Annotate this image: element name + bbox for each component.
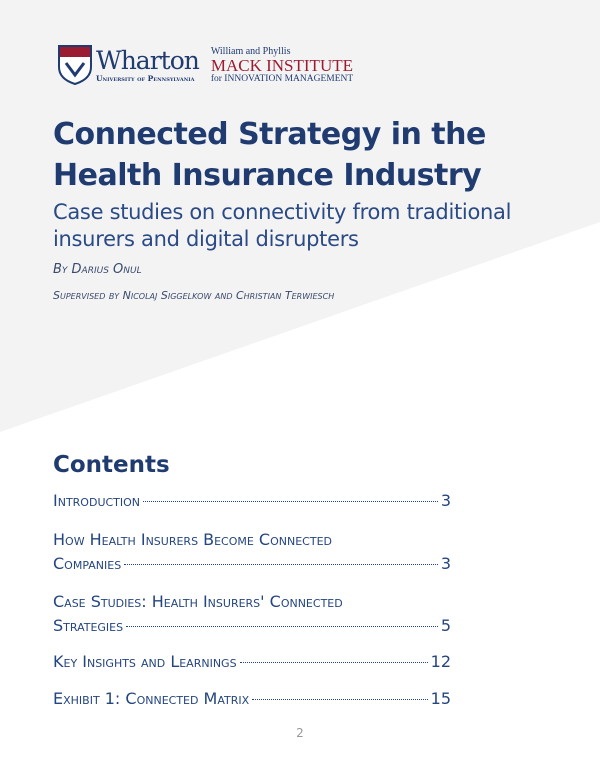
toc-entry[interactable] bbox=[53, 687, 451, 711]
toc-entry[interactable] bbox=[53, 650, 451, 674]
toc-title: Companies bbox=[53, 554, 122, 573]
university-text: University of Pennsylvania bbox=[96, 73, 195, 83]
page-number: 2 bbox=[296, 726, 304, 740]
wharton-wordmark: Wharton bbox=[96, 45, 199, 75]
innovation-text: for INNOVATION MANAGEMENT bbox=[210, 74, 354, 84]
author: By Darius Onul bbox=[53, 262, 142, 277]
penn-shield-icon bbox=[58, 45, 92, 85]
contents-heading: Contents bbox=[53, 452, 170, 478]
logo bbox=[58, 45, 353, 85]
toc-page: 15 bbox=[430, 689, 451, 708]
william-phyllis-text: William and Phyllis bbox=[210, 46, 291, 57]
toc-title: Case Studies: Health Insurers' Connected bbox=[53, 592, 343, 611]
subtitle: Case studies on connectivity from traditional insurers and digital disrupters bbox=[53, 200, 512, 251]
toc-title: Exhibit 1: Connected Matrix bbox=[53, 689, 250, 708]
toc-page: 12 bbox=[430, 652, 451, 671]
supervisors: Supervised by Nicolaj Siggelkow and Christian Terwiesch bbox=[53, 289, 335, 302]
toc-page: 3 bbox=[440, 554, 451, 573]
toc-title: Key Insights and Learnings bbox=[53, 652, 237, 671]
toc-page: 3 bbox=[440, 491, 451, 510]
document-title bbox=[53, 114, 486, 196]
title-line: Health Insurance Industry bbox=[53, 158, 482, 193]
toc-entry[interactable] bbox=[53, 489, 451, 513]
toc-page: 5 bbox=[440, 616, 451, 635]
toc-entry[interactable] bbox=[53, 528, 451, 576]
mack-institute-text: MACK INSTITUTE bbox=[210, 56, 353, 75]
toc-title: How Health Insurers Become Connected bbox=[53, 530, 332, 549]
toc-title: Strategies bbox=[53, 616, 124, 635]
toc-entry[interactable] bbox=[53, 590, 451, 638]
title-line: Connected Strategy in the bbox=[53, 117, 486, 152]
toc-title: Introduction bbox=[53, 491, 141, 510]
